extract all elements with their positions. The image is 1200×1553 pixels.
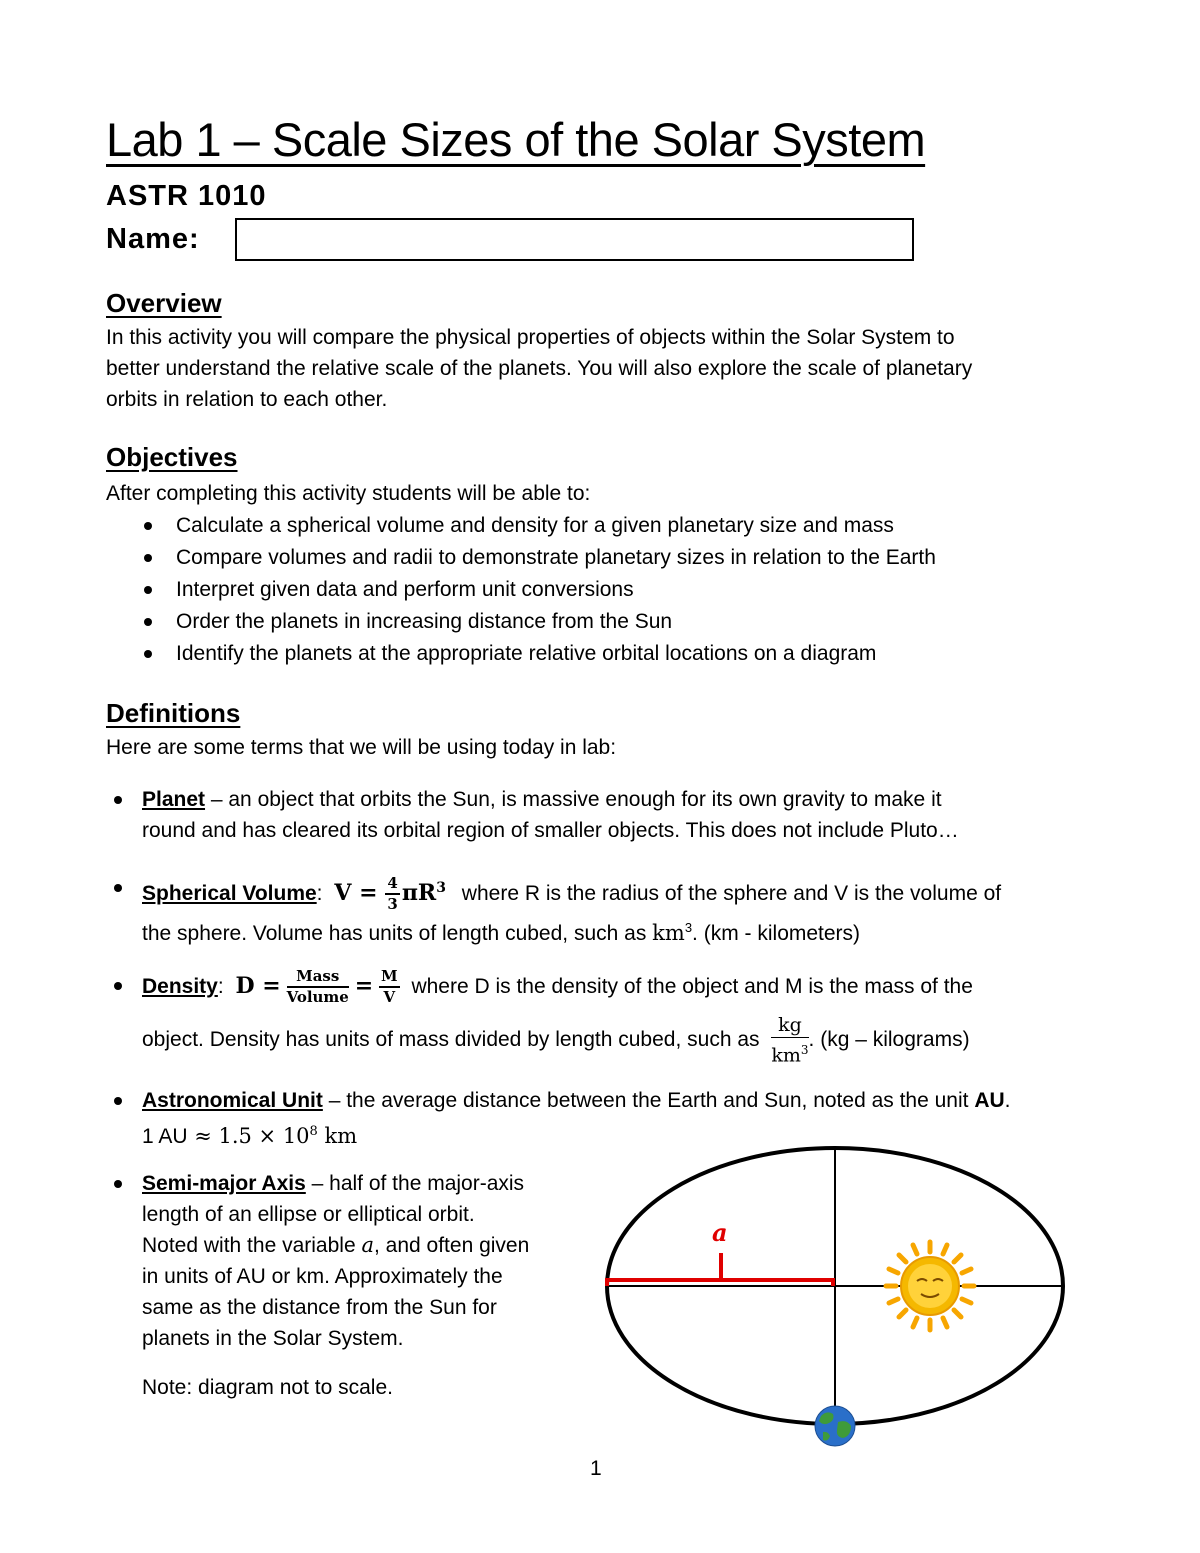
semimajor-line: same as the distance from the Sun for — [142, 1296, 497, 1319]
bullet-icon — [114, 796, 122, 804]
fraction-exponent: 3 — [800, 1043, 809, 1058]
au-eq-c: km — [317, 1124, 358, 1148]
density-line-2: object. Density has units of mass divided by length cubed, such as — [142, 1028, 760, 1051]
semimajor-line: Noted with the variable — [142, 1234, 362, 1257]
density-eq-lhs: D = — [235, 973, 281, 999]
au-period: . — [1004, 1089, 1011, 1112]
definition-au — [106, 1085, 1106, 1152]
volume-fraction — [385, 874, 399, 914]
volume-line-2-end: . (km - kilometers) — [692, 922, 861, 945]
overview-text — [106, 322, 1106, 415]
overview-heading: Overview — [106, 288, 222, 318]
fraction-numerator: Mass — [287, 967, 349, 988]
term-astronomical-unit: Astronomical Unit — [142, 1089, 323, 1112]
volume-eq-rhs: πR — [401, 880, 437, 906]
au-line-1: – the average distance between the Earth and Sun, noted as the unit — [322, 1089, 975, 1112]
colon: : — [316, 882, 323, 905]
list-item: Compare volumes and radii to demonstrate planetary sizes in relation to the Earth — [106, 542, 1106, 574]
objectives-heading: Objectives — [106, 442, 238, 472]
au-eq-b: ≈ 1.5 × 10 — [187, 1124, 310, 1148]
definition-semimajor — [106, 1168, 596, 1403]
term-density: Density — [142, 975, 218, 998]
volume-unit-exponent: 3 — [684, 920, 693, 935]
overview-line: orbits in relation to each other. — [106, 388, 388, 411]
overview-line: In this activity you will compare the physical properties of objects within the Solar System to — [106, 326, 955, 349]
density-line-1: where D is the density of the object and M is the mass of the — [411, 975, 973, 998]
planet-line-2: round and has cleared its orbital region of smaller objects. This does not include Pluto… — [142, 819, 959, 842]
definition-volume — [106, 862, 1106, 949]
colon: : — [217, 975, 224, 998]
semimajor-line: length of an ellipse or elliptical orbit. — [142, 1203, 475, 1226]
semimajor-line: in units of AU or km. Approximately the — [142, 1265, 503, 1288]
fraction-denominator: V — [383, 988, 396, 1007]
definitions-heading: Definitions — [106, 698, 241, 728]
bullet-icon — [114, 1097, 122, 1105]
name-label: Name: — [106, 223, 200, 255]
name-field[interactable] — [235, 218, 914, 261]
density-fraction-words — [287, 967, 349, 1007]
volume-eq-exponent: 3 — [436, 880, 446, 896]
fraction-denominator: km — [771, 1044, 801, 1067]
volume-line-2: the sphere. Volume has units of length cubed, such as — [142, 922, 653, 945]
fraction-denominator: 3 — [387, 895, 398, 914]
fraction-denominator: Volume — [286, 988, 349, 1007]
fraction-numerator: M — [379, 967, 400, 988]
density-unit-fraction — [771, 1013, 808, 1067]
semimajor-line: planets in the Solar System. — [142, 1327, 404, 1350]
semimajor-variable: a — [361, 1233, 374, 1257]
density-line-2-end: . (kg – kilograms) — [808, 1028, 970, 1051]
term-spherical-volume: Spherical Volume — [142, 882, 317, 905]
objectives-intro: After completing this activity students will be able to: — [106, 482, 591, 505]
course-code: ASTR 1010 — [106, 180, 267, 212]
semimajor-line: , and often given — [374, 1234, 530, 1257]
earth-icon — [815, 1406, 855, 1446]
volume-unit: km — [652, 921, 685, 945]
bullet-icon — [114, 1180, 122, 1188]
au-unit: AU — [974, 1089, 1005, 1112]
fraction-numerator: 4 — [385, 874, 399, 895]
semimajor-line: – half of the major-axis — [305, 1172, 525, 1195]
term-semimajor-axis: Semi-major Axis — [142, 1172, 306, 1195]
definition-planet — [106, 784, 1106, 846]
list-item: Identify the planets at the appropriate relative orbital locations on a diagram — [106, 638, 1106, 670]
orbit-diagram — [600, 1145, 1080, 1455]
au-eq-exponent: 8 — [309, 1124, 318, 1139]
page-number: 1 — [590, 1457, 602, 1480]
diagram-note: Note: diagram not to scale. — [142, 1376, 393, 1399]
definitions-intro: Here are some terms that we will be using today in lab: — [106, 736, 617, 759]
semimajor-axis-label: a — [712, 1218, 728, 1247]
list-item: Interpret given data and perform unit conversions — [106, 574, 1106, 606]
fraction-numerator: kg — [771, 1013, 808, 1038]
au-eq-a: 1 AU — [142, 1125, 188, 1148]
density-fraction-symbols — [379, 967, 400, 1007]
bullet-icon — [114, 982, 122, 990]
list-item: Calculate a spherical volume and density for a given planetary size and mass — [106, 510, 1106, 542]
list-item: Order the planets in increasing distance from the Sun — [106, 606, 1106, 638]
volume-eq-lhs: V = — [334, 880, 378, 906]
term-planet: Planet — [142, 788, 206, 811]
overview-line: better understand the relative scale of the planets. You will also explore the scale of planetary — [106, 357, 973, 380]
objectives-list — [106, 510, 1106, 670]
definition-density — [106, 960, 1106, 1068]
volume-line-1: where R is the radius of the sphere and V is the volume of — [461, 882, 1002, 905]
page-title: Lab 1 – Scale Sizes of the Solar System — [106, 113, 926, 166]
planet-line-1: – an object that orbits the Sun, is massive enough for its own gravity to make it — [205, 788, 942, 811]
bullet-icon — [114, 884, 122, 892]
density-eq-mid: = — [354, 973, 374, 999]
